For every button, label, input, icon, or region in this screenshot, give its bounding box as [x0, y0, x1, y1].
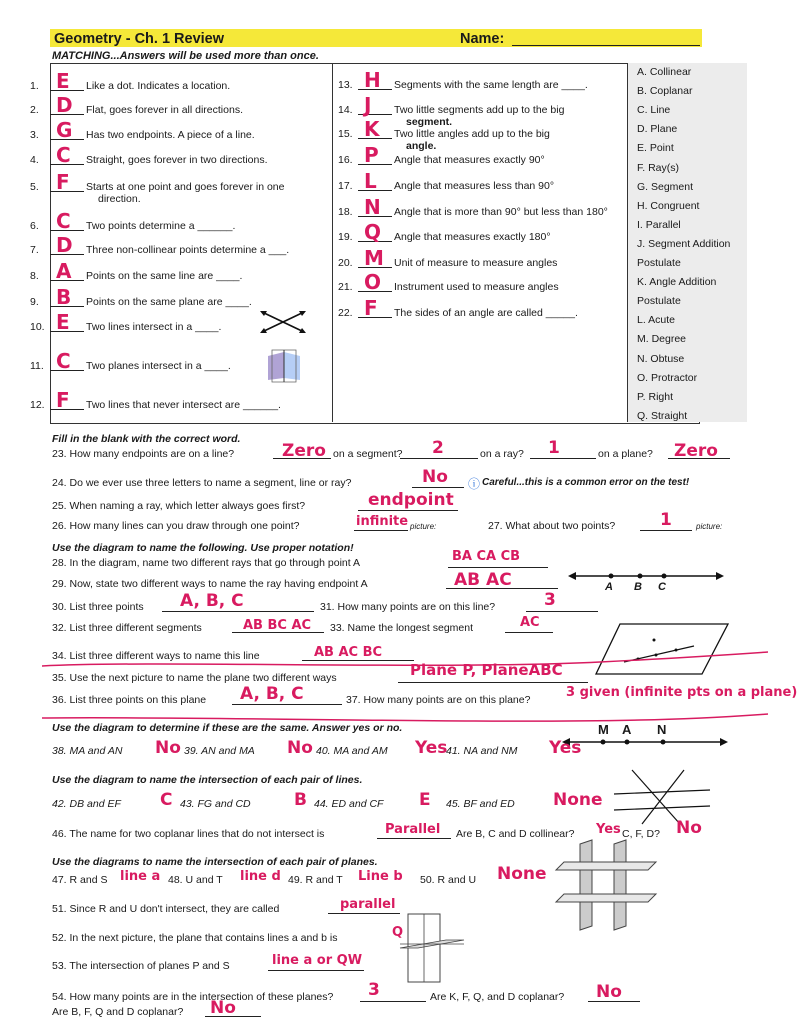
left-number: 12. [30, 399, 45, 411]
q23b: on a segment? [333, 448, 403, 460]
left-answer[interactable]: C [56, 209, 71, 233]
a49[interactable]: Line b [358, 869, 403, 884]
a41[interactable]: Yes [549, 738, 582, 758]
mid-text: Angle that measures less than 90° [394, 180, 555, 192]
line-diagram-abc [566, 564, 726, 596]
name-blank[interactable] [512, 45, 700, 46]
q44: 44. ED and CF [314, 798, 384, 810]
picture-label-26: picture: [410, 522, 437, 531]
a39[interactable]: No [287, 738, 313, 758]
q51: 51. Since R and U don't intersect, they are called [52, 903, 280, 915]
intersecting-planes-icon [266, 348, 302, 384]
mid-text: Angle that measures exactly 180° [394, 231, 551, 243]
a54b[interactable]: No [596, 982, 622, 1002]
a28[interactable]: BA CA CB [452, 549, 521, 564]
a45[interactable]: None [553, 790, 603, 810]
left-text: Points on the same line are ____. [86, 270, 243, 282]
q47: 47. R and S [52, 874, 108, 886]
name-label: Name: [460, 31, 505, 47]
mid-number: 18. [338, 206, 353, 218]
info-icon: ⓘ [468, 477, 481, 491]
q37: 37. How many points are on this plane? [346, 694, 531, 706]
mid-number: 20. [338, 257, 353, 269]
left-text: Two points determine a ______. [86, 220, 236, 232]
a55[interactable]: No [210, 998, 236, 1018]
a23d[interactable]: Zero [674, 441, 718, 461]
q25: 25. When naming a ray, which letter always goes first? [52, 500, 306, 512]
mid-answer[interactable]: M [364, 246, 384, 270]
q55: Are B, F, Q and D coplanar? [52, 1006, 184, 1018]
worksheet-title: Geometry - Ch. 1 Review [54, 31, 225, 47]
a46b[interactable]: Yes [596, 822, 621, 837]
a33[interactable]: AC [520, 615, 540, 630]
q23: 23. How many endpoints are on a line? [52, 448, 235, 460]
mid-text: Instrument used to measure angles [394, 281, 559, 293]
a54[interactable]: 3 [368, 980, 380, 1000]
intersecting-lines-diagram [612, 766, 712, 826]
left-answer[interactable]: C [56, 143, 71, 167]
a30[interactable]: A, B, C [180, 591, 244, 611]
a52[interactable]: Q [392, 925, 404, 940]
mid-text: Two little angles add up to the big [394, 128, 550, 140]
a35[interactable]: Plane P, PlaneABC [410, 661, 563, 679]
q43: 43. FG and CD [180, 798, 251, 810]
a24[interactable]: No [422, 467, 448, 487]
left-answer[interactable]: F [56, 388, 70, 412]
option-item: Postulate [637, 257, 681, 269]
a40[interactable]: Yes [415, 738, 448, 758]
label-C: C [658, 581, 666, 593]
mid-answer[interactable]: K [364, 117, 380, 141]
left-number: 6. [30, 220, 39, 232]
q42: 42. DB and EF [52, 798, 121, 810]
left-number: 9. [30, 296, 39, 308]
q52: 52. In the next picture, the plane that contains lines a and b is [52, 932, 338, 944]
left-answer[interactable]: D [56, 93, 73, 117]
planes-pqs-diagram [398, 910, 468, 986]
left-answer[interactable]: E [56, 69, 70, 93]
a44[interactable]: E [419, 790, 431, 810]
q50: 50. R and U [420, 874, 477, 886]
q54b: Are K, F, Q, and D coplanar? [430, 991, 565, 1003]
a47[interactable]: line a [120, 869, 161, 884]
option-item: M. Degree [637, 333, 687, 346]
option-item: N. Obtuse [637, 352, 685, 365]
mid-text-cont: segment. [406, 116, 453, 128]
option-item: Postulate [637, 295, 681, 308]
left-text: Two planes intersect in a ____. [86, 360, 231, 372]
option-item: I. Parallel [637, 218, 681, 231]
a37[interactable]: 3 given (infinite pts on a plane) [566, 685, 797, 700]
a23a[interactable]: Zero [282, 441, 326, 461]
mid-number: 13. [338, 79, 353, 91]
left-text: Points on the same plane are ____. [86, 296, 252, 308]
left-number: 5. [30, 181, 39, 193]
a38[interactable]: No [155, 738, 181, 758]
option-item: C. Line [637, 104, 671, 117]
warning-note: Careful...this is a common error on the test! [482, 477, 690, 488]
q33: 33. Name the longest segment [330, 622, 474, 634]
option-item: L. Acute [637, 314, 675, 327]
left-number: 8. [30, 270, 39, 282]
mid-number: 14. [338, 104, 353, 116]
mid-answer[interactable]: P [364, 143, 379, 167]
left-answer[interactable]: A [56, 259, 72, 283]
left-answer[interactable]: C [56, 349, 71, 373]
label-B: B [634, 581, 642, 593]
a46c[interactable]: No [676, 818, 702, 838]
left-text: Two lines intersect in a ____. [86, 321, 222, 333]
matching-instruction: MATCHING...Answers will be used more than once. [52, 50, 319, 62]
q53: 53. The intersection of planes P and S [52, 960, 230, 972]
left-text: Two lines that never intersect are ______. [86, 399, 281, 411]
left-text: Straight, goes forever in two directions. [86, 154, 268, 166]
mid-answer[interactable]: N [364, 195, 381, 219]
q45: 45. BF and ED [446, 798, 515, 810]
a31[interactable]: 3 [544, 590, 556, 610]
left-answer[interactable]: E [56, 310, 70, 334]
a36[interactable]: A, B, C [240, 684, 304, 704]
option-item: O. Protractor [637, 371, 698, 384]
column-divider [332, 63, 333, 422]
mid-number: 17. [338, 180, 353, 192]
left-text-cont: direction. [98, 193, 141, 205]
a23c[interactable]: 1 [548, 438, 560, 458]
left-text: Like a dot. Indicates a location. [86, 80, 231, 92]
mid-answer[interactable]: F [364, 296, 378, 320]
label-A2: A [622, 722, 632, 737]
a43[interactable]: B [294, 790, 307, 810]
a23b[interactable]: 2 [432, 438, 444, 458]
option-item: D. Plane [637, 123, 678, 136]
mid-text: Segments with the same length are ____. [394, 79, 588, 91]
a53[interactable]: line a or QW [272, 953, 363, 968]
mid-text: Unit of measure to measure angles [394, 257, 558, 269]
planes-grid-diagram [552, 840, 660, 932]
option-item: E. Point [637, 142, 674, 155]
q35: 35. Use the next picture to name the plane two different ways [52, 672, 337, 684]
q40: 40. MA and AM [316, 745, 388, 757]
label-A: A [605, 581, 613, 593]
q41: 41. NA and NM [446, 745, 518, 757]
a26[interactable]: infinite [356, 514, 409, 529]
a51[interactable]: parallel [340, 897, 396, 912]
q39: 39. AN and MA [184, 745, 255, 757]
fill-heading: Fill in the blank with the correct word. [52, 433, 241, 445]
mid-number: 19. [338, 231, 353, 243]
q30: 30. List three points [52, 601, 144, 613]
a48[interactable]: line d [240, 869, 281, 884]
a46[interactable]: Parallel [385, 822, 441, 837]
left-number: 3. [30, 129, 39, 141]
mid-text: The sides of an angle are called _____. [394, 307, 578, 319]
picture-label-27: picture: [696, 522, 723, 531]
a34[interactable]: AB AC BC [314, 645, 383, 660]
left-answer[interactable]: B [56, 285, 72, 309]
mid-text: Two little segments add up to the big [394, 104, 565, 116]
left-text: Three non-collinear points determine a ___. [86, 244, 290, 256]
same-heading: Use the diagram to determine if these are the same. Answer yes or no. [52, 722, 403, 734]
q26: 26. How many lines can you draw through one point? [52, 520, 300, 532]
q46c: C, F, D? [622, 828, 660, 840]
mid-text-cont: angle. [406, 140, 437, 152]
left-number: 11. [30, 360, 44, 372]
mid-number: 21. [338, 281, 353, 293]
q23d: on a plane? [598, 448, 653, 460]
option-item: P. Right [637, 390, 673, 403]
lines-heading: Use the diagram to name the intersection of each pair of lines. [52, 774, 363, 786]
line-diagram-man [560, 734, 730, 750]
a27[interactable]: 1 [660, 510, 672, 530]
left-text: Starts at one point and goes forever in one [86, 181, 285, 193]
q34: 34. List three different ways to name this line [52, 650, 260, 662]
option-item: H. Congruent [637, 199, 700, 212]
mid-text: Angle that is more than 90° but less than 180° [394, 206, 608, 218]
mid-number: 16. [338, 154, 353, 166]
q49: 49. R and T [288, 874, 343, 886]
left-text: Flat, goes forever in all directions. [86, 104, 243, 116]
label-N: N [657, 722, 667, 737]
q28: 28. In the diagram, name two different rays that go through point A [52, 557, 360, 569]
mid-answer[interactable]: H [364, 68, 381, 92]
left-number: 7. [30, 244, 39, 256]
mid-number: 15. [338, 128, 353, 140]
a50[interactable]: None [497, 864, 547, 884]
q46b: Are B, C and D collinear? [456, 828, 575, 840]
q32: 32. List three different segments [52, 622, 202, 634]
planes-heading: Use the diagrams to name the intersection of each pair of planes. [52, 856, 378, 868]
q24: 24. Do we ever use three letters to name a segment, line or ray? [52, 477, 352, 489]
left-number: 2. [30, 104, 39, 116]
left-number: 10. [30, 321, 45, 333]
a32[interactable]: AB BC AC [243, 618, 312, 633]
left-answer[interactable]: D [56, 233, 73, 257]
option-item: J. Segment Addition [637, 237, 731, 250]
diagram1-heading: Use the diagram to name the following. Use proper notation! [52, 542, 354, 554]
q48: 48. U and T [168, 874, 223, 886]
option-item: K. Angle Addition [637, 276, 717, 289]
left-answer[interactable]: G [56, 118, 73, 142]
mid-answer[interactable]: L [364, 169, 377, 193]
q38: 38. MA and AN [52, 745, 123, 757]
option-item: G. Segment [637, 180, 694, 193]
mid-number: 22. [338, 307, 353, 319]
option-item: Q. Straight [637, 409, 688, 422]
intersecting-lines-icon [258, 308, 308, 336]
mid-answer[interactable]: Q [364, 220, 382, 244]
a29[interactable]: AB AC [454, 570, 512, 590]
label-M: M [598, 722, 609, 737]
mid-answer[interactable]: J [364, 93, 372, 117]
left-text: Has two endpoints. A piece of a line. [86, 129, 255, 141]
option-item: B. Coplanar [637, 85, 693, 98]
q54: 54. How many points are in the intersection of these planes? [52, 991, 334, 1003]
q23c: on a ray? [480, 448, 524, 460]
q31: 31. How many points are on this line? [320, 601, 496, 613]
q36: 36. List three points on this plane [52, 694, 207, 706]
option-item: F. Ray(s) [637, 161, 679, 174]
q46: 46. The name for two coplanar lines that do not intersect is [52, 828, 325, 840]
mid-answer[interactable]: O [364, 270, 382, 294]
left-answer[interactable]: F [56, 170, 70, 194]
option-item: A. Collinear [637, 66, 692, 78]
q29: 29. Now, state two different ways to name the ray having endpoint A [52, 578, 368, 590]
q27: 27. What about two points? [488, 520, 616, 532]
left-number: 4. [30, 154, 39, 166]
left-number: 1. [30, 80, 39, 92]
mid-text: Angle that measures exactly 90° [394, 154, 545, 166]
a42[interactable]: C [160, 790, 173, 810]
a25[interactable]: endpoint [368, 490, 454, 510]
